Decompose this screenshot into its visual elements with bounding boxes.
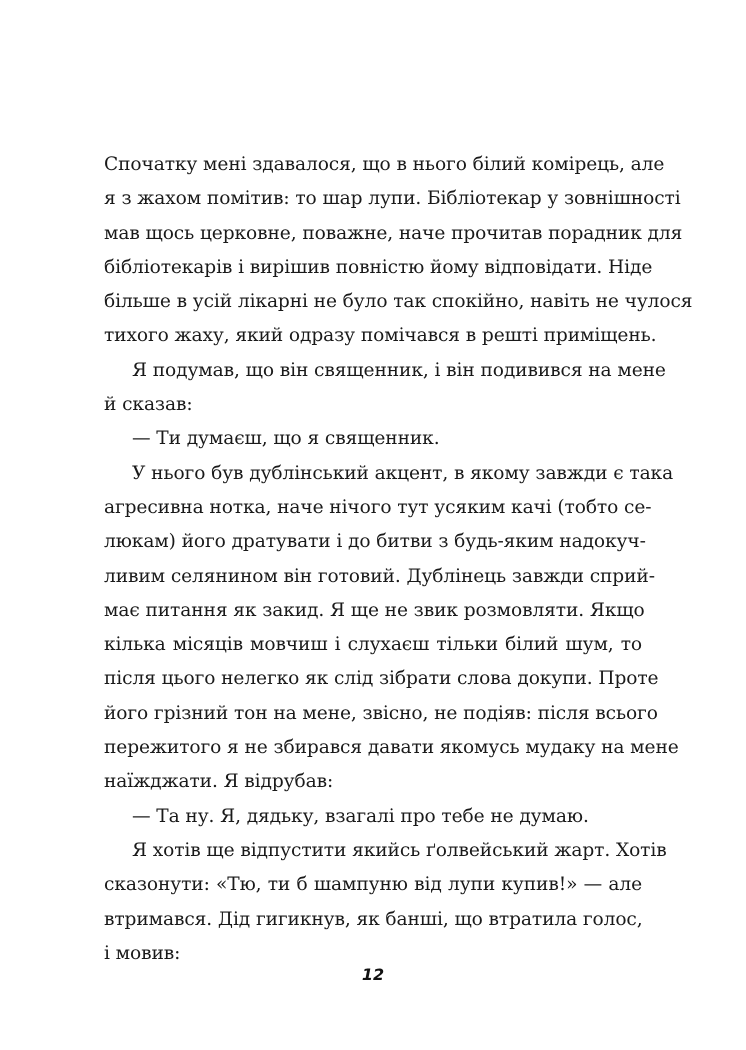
text-line: кілька місяців мовчиш і слухаєш тільки білий шум, то [104, 634, 642, 656]
text-line: Я хотів ще відпустити якийсь ґолвейський жарт. Хотів [132, 839, 667, 861]
text-line: Спочатку мені здавалося, що в нього білий комірець, але [104, 154, 665, 175]
text-line: після цього нелегко як слід зібрати слова докупи. Проте [104, 668, 659, 690]
text-line: й сказав: [104, 394, 193, 416]
text-line: агресивна нотка, наче нічого тут усяким качі (тобто се- [104, 496, 652, 518]
page-number: 12 [361, 965, 385, 984]
text-line: бібліотекарів і вирішив повністю йому відповідати. Ніде [104, 256, 653, 278]
text-line: пережитого я не збирався давати якомусь мудаку на мене [104, 737, 679, 759]
text-line: — Та ну. Я, дядьку, взагалі про тебе не думаю. [132, 805, 589, 827]
text-line: більше в усій лікарні не було так спокійно, навіть не чулося [104, 291, 693, 313]
page-body [104, 148, 693, 971]
text-line: має питання як закид. Я ще не звик розмовляти. Якщо [104, 599, 645, 621]
text-line: його грізний тон на мене, звісно, не подіяв: після всього [104, 702, 658, 724]
text-line: тихого жаху, який одразу помічався в решті приміщень. [104, 325, 657, 347]
text-line: ливим селянином він готовий. Дублінець завжди сприй- [104, 565, 655, 587]
text-line: Я подумав, що він священник, і він подивився на мене [132, 359, 666, 381]
text-line: мав щось церковне, поважне, наче прочитав порадник для [104, 222, 683, 244]
text-line: я з жахом помітив: то шар лупи. Бібліотекар у зовнішності [104, 188, 681, 210]
text-line: люкам) його дратувати і до битви з будь-яким надокуч- [104, 531, 646, 553]
text-line: — Ти думаєш, що я священник. [132, 428, 440, 450]
text-line: наїжджати. Я відрубав: [104, 771, 334, 793]
text-line: втримався. Дід гигикнув, як банші, що втратила голос, [104, 908, 643, 930]
text-line: і мовив: [104, 942, 181, 964]
text-line: сказонути: «Тю, ти б шампуню від лупи купив!» — але [104, 874, 642, 896]
text-line: У нього був дублінський акцент, в якому завжди є така [132, 462, 674, 484]
